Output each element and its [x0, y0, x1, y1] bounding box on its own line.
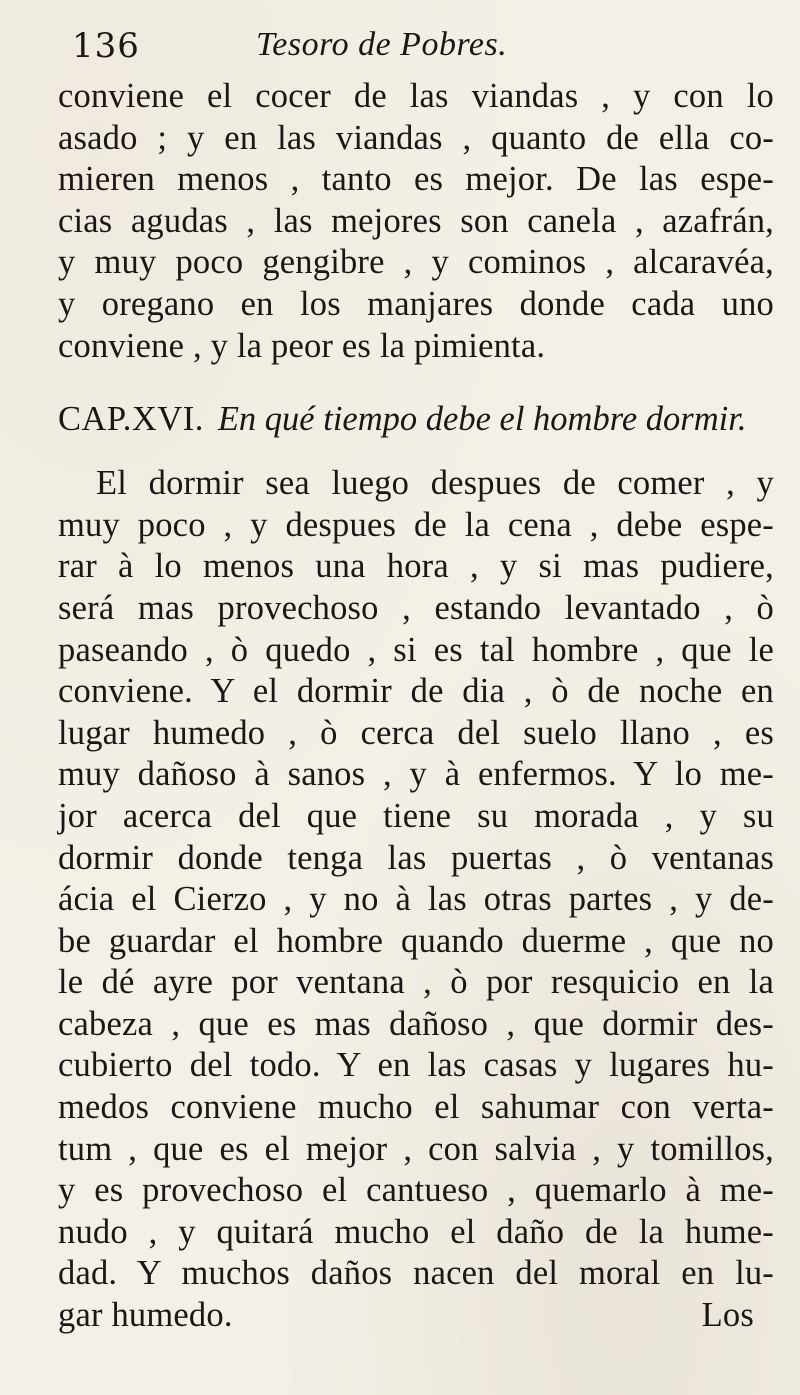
text-line: lugar humedo , ò cerca del suelo llano , es	[58, 713, 774, 752]
catchword: Los	[701, 1296, 754, 1335]
paragraph-spices	[58, 76, 774, 367]
final-line	[58, 1295, 774, 1337]
text-line: y es provechoso el cantueso , quemarlo à me-	[58, 1171, 774, 1210]
text-line: le dé ayre por ventana , ò por resquicio en la	[58, 963, 774, 1002]
text-line: cias agudas , las mejores son canela , azafrán,	[58, 201, 774, 240]
paragraph-sleep	[58, 463, 774, 1336]
running-title: Tesoro de Pobres.	[256, 26, 508, 63]
chapter-label: CAP.XVI.	[58, 400, 204, 439]
text-line: rar à lo menos una hora , y si mas pudiere,	[58, 547, 774, 586]
text-line: conviene el cocer de las viandas , y con lo	[58, 77, 774, 115]
text-line: El dormir sea luego despues de comer , y	[96, 464, 774, 503]
chapter-title: En qué tiempo debe el hombre dormir.	[217, 400, 747, 439]
text-line: nudo , y quitará mucho el daño de la hume-	[58, 1212, 774, 1251]
final-line-text: gar humedo.	[58, 1296, 233, 1335]
text-block	[58, 76, 774, 1337]
text-line: asado ; y en las viandas , quanto de ella co-	[58, 118, 774, 157]
text-line: será mas provechoso , estando levantado , ò	[58, 588, 774, 627]
text-line: dad. Y muchos daños nacen del moral en lu-	[58, 1254, 774, 1293]
text-line: y oregano en los manjares donde cada uno	[58, 284, 774, 323]
text-line: tum , que es el mejor , con salvia , y tomillos,	[58, 1129, 774, 1168]
text-line: jor acerca del que tiene su morada , y su	[58, 796, 774, 835]
text-line: dormir donde tenga las puertas , ò ventanas	[58, 838, 774, 877]
text-line: medos conviene mucho el sahumar con verta-	[58, 1088, 774, 1127]
text-line: muy dañoso à sanos , y à enfermos. Y lo me-	[58, 755, 774, 794]
text-line: cubierto del todo. Y en las casas y lugares hu-	[58, 1046, 774, 1085]
text-line: mieren menos , tanto es mejor. De las espe-	[58, 160, 774, 199]
text-line: conviene. Y el dormir de dia , ò de noche en	[58, 672, 774, 711]
text-line: muy poco , y despues de la cena , debe espe-	[58, 505, 774, 544]
text-line: be guardar el hombre quando duerme , que no	[58, 921, 774, 960]
text-line: cabeza , que es mas dañoso , que dormir des-	[58, 1004, 774, 1043]
text-line: paseando , ò quedo , si es tal hombre , que le	[58, 630, 774, 669]
running-head	[0, 22, 800, 70]
page-number: 136	[72, 26, 140, 66]
text-line: ácia el Cierzo , y no à las otras partes , y de-	[58, 880, 774, 919]
text-line: conviene , y la peor es la pimienta.	[58, 326, 546, 365]
chapter-heading	[58, 397, 774, 441]
text-line: y muy poco gengibre , y cominos , alcaravéa,	[58, 243, 774, 282]
